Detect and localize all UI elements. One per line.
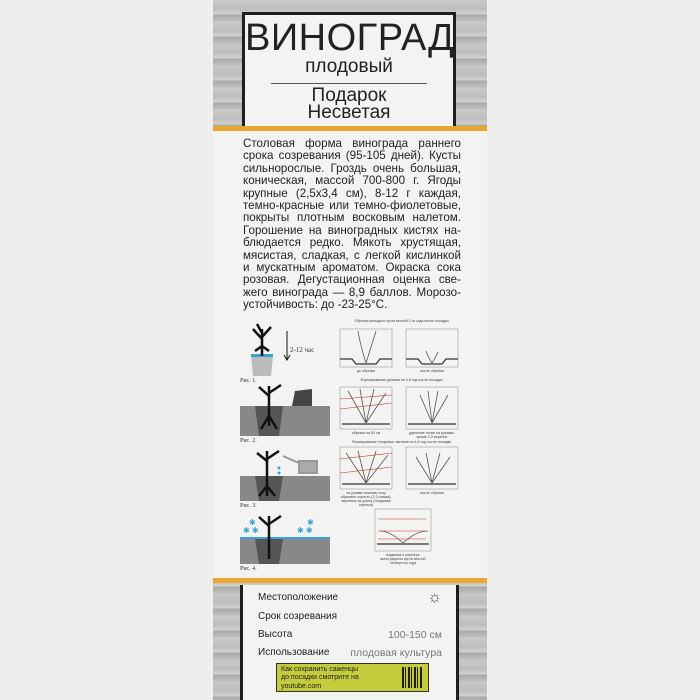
pruning-diagram [330,319,473,569]
step1-after-caption: после обрезки [419,369,445,373]
desc-line: устойчивость: до -23-25°С. [243,298,388,312]
variety-name-2: Несветая [307,102,391,123]
variety-name-1: Подарок [311,85,387,106]
desc-line: Столовая форма винограда раннего [243,137,461,150]
desc-line: Горошение на виноградных кистях на- [243,223,461,237]
accent-bar-bottom [213,578,487,583]
winter-cover-icon [240,516,330,564]
svg-text:✱ ✱: ✱ ✱ [243,526,259,535]
planting-in-pit-icon [240,385,330,436]
step3-left-caption: на рукаве нижнюю лозу обрезают коротко (2-3 глазка), верхнюю на длину (плодовая стрелка) [340,491,392,507]
product-subtitle: плодовый [305,56,393,77]
step3-title: Формирование плодовых звеньев на 4-й год после посадки [351,440,452,444]
svg-text:✱ ✱: ✱ ✱ [297,526,313,535]
spec-label: Срок созревания [258,611,338,622]
label-header [242,12,456,126]
promo-line: Как сохранить саженцы [281,666,359,673]
soak-time-label: 2-12 час [290,346,315,354]
desc-line: и мускатным ароматом. Окраска сока [243,261,461,275]
fig1-caption: Рис. 1. [240,378,257,384]
step1-before-caption: до обрезки [356,369,376,373]
spec-label: Использование [258,647,330,658]
desc-line: розовая. Дегустационная оценка све- [243,273,461,287]
promo-link[interactable]: youtube.com [281,682,322,690]
promo-box [276,663,429,692]
fig2-caption: Рис. 2. [240,438,257,444]
watering-icon [240,451,330,501]
promo-line: до посадки смотрите на [281,674,359,682]
desc-line: жего винограда — 8,9 баллов. Морозо- [243,285,461,299]
specs-panel [240,585,459,700]
svg-text:✱: ✱ [249,518,256,527]
spec-row [258,589,442,606]
spec-row [258,629,442,641]
fig4-caption: Рис. 4. [240,566,257,572]
fig3-caption: Рис. 3. [240,503,257,509]
divider [271,83,427,84]
desc-line: крупные (2,5x3,4 см), 8-12 г каждая, [243,186,461,200]
desc-line: мясистая, сладкая, с легкой кислинкой [243,248,461,262]
step2-right-caption: удаление почек на рукавах, кроме 2-3 верхних [408,431,456,439]
seedling-in-bucket-icon [251,324,290,376]
desc-line: темно-красные или темно-фиолетовые, [243,199,461,213]
spec-label: Высота [258,629,293,640]
planting-illustrations [237,321,335,571]
sun-icon: ☼ [427,589,442,606]
spec-row [258,647,442,659]
spec-value: плодовая культура [350,647,442,659]
description [243,138,461,312]
product-title: ВИНОГРАД [245,17,455,59]
spec-value: 100-150 см [388,629,442,641]
product-label [213,0,487,700]
pruning-scheme [330,319,473,569]
qr-code-icon[interactable] [402,667,423,688]
desc-line: покрыты плотным восковым налетом. [243,211,461,225]
step3-right-caption: после обрезки [419,491,445,495]
step2-title: Формирование рукавов на 3-й год после посадки [360,378,443,382]
desc-line: сильнорослые. Гроздь очень большая, [243,161,461,175]
desc-line: блюдается редко. Мякоть хрустящая, [243,236,461,250]
spec-row [258,611,442,622]
desc-line: коническая, массой 700-800 г. Ягоды [243,174,461,188]
planting-steps-illustration [237,321,335,571]
content-panel [213,131,487,578]
step1-title: Обрезка молодого куста весной 2-го года после посадки [354,319,449,323]
spec-label: Местоположение [258,592,339,603]
svg-text:✱: ✱ [307,518,314,527]
desc-line: срока созревания (95-105 дней). Кусты [243,149,461,163]
step2-left-caption: обрезка на 50 см [351,431,381,435]
step4-caption: подвязка к шпалере виноградного куста весной четвертого года [380,553,426,565]
